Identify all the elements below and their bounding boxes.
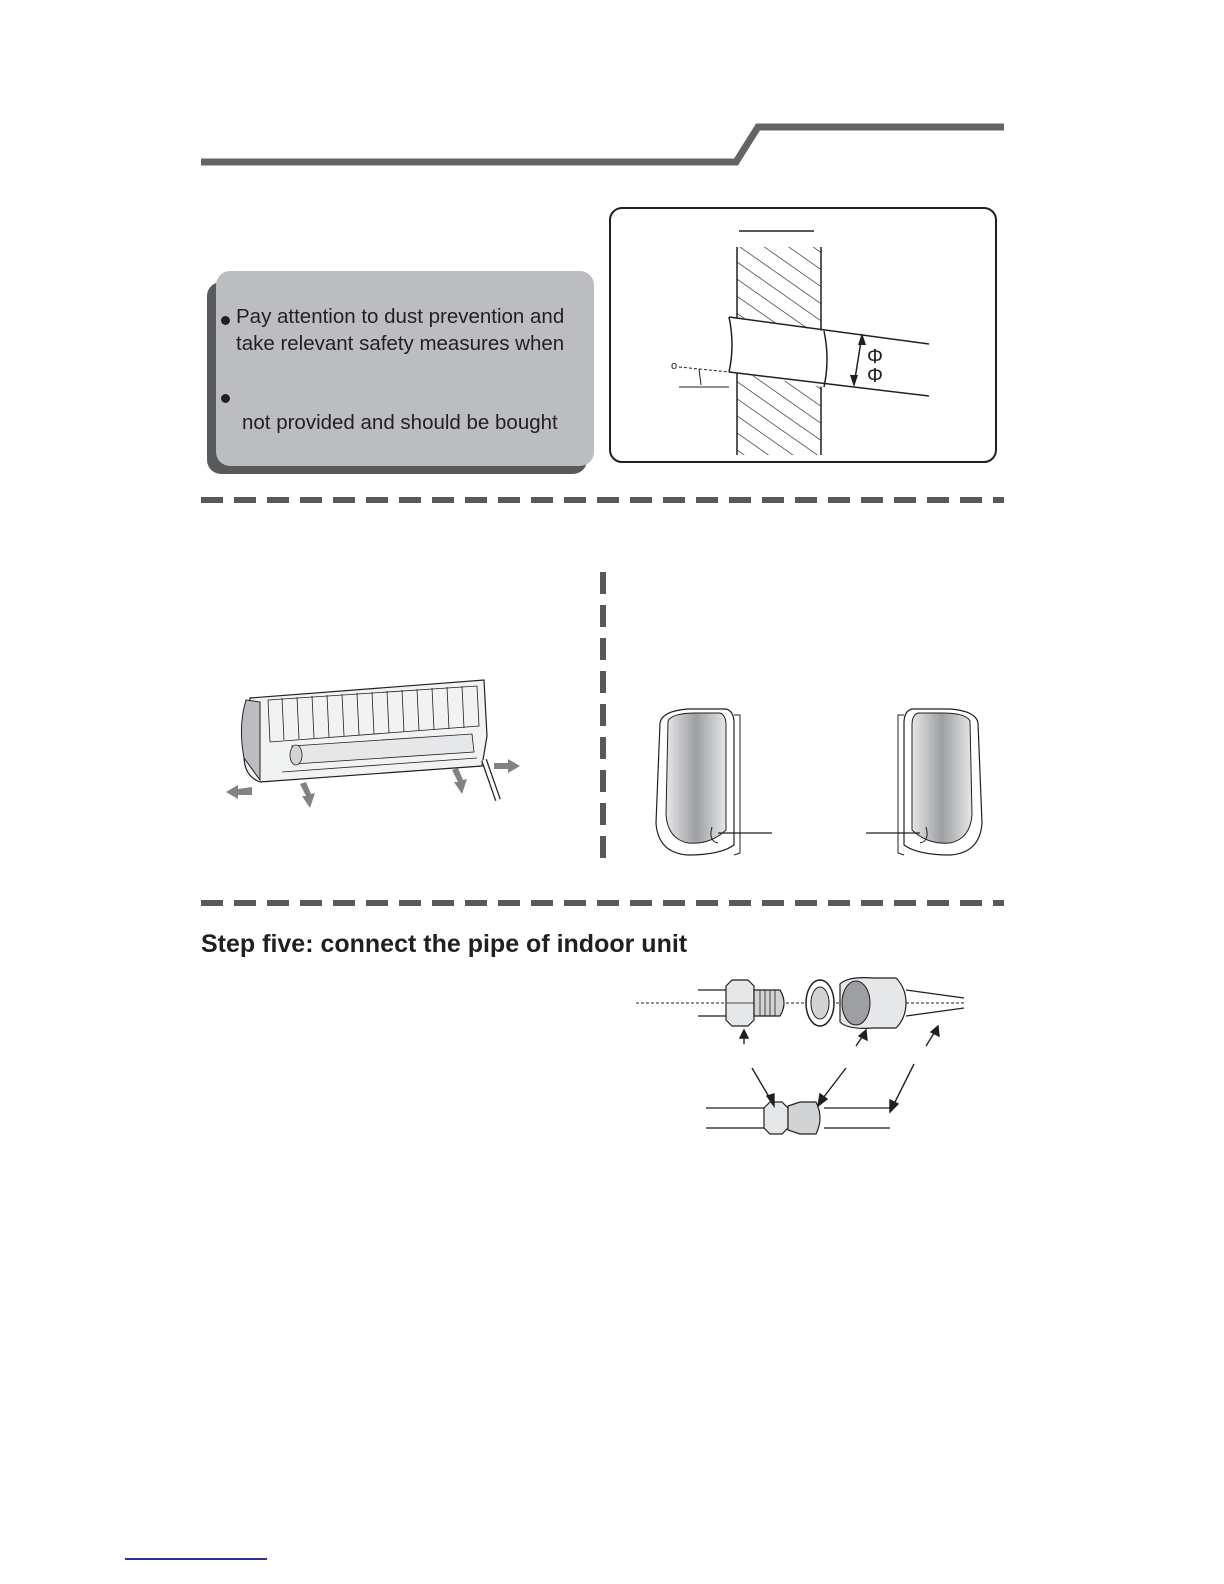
wall-hole-diagram <box>609 207 997 463</box>
phi-lower-label: Φ <box>867 365 883 387</box>
indoor-unit-illustration <box>222 676 522 812</box>
indoor-unit-side-view-left <box>648 705 774 860</box>
dashed-separator <box>0 494 1224 506</box>
step-five-title: Step five: connect the pipe of indoor unit <box>201 930 688 958</box>
note-bullet1-line2: take relevant safety measures when <box>236 332 565 355</box>
dashed-separator <box>0 897 1224 909</box>
bullet-dot <box>221 316 230 325</box>
vertical-dashed-separator <box>597 572 609 858</box>
phi-upper-label: Φ <box>867 346 883 368</box>
angle-mark: o <box>671 360 678 372</box>
note-box <box>216 271 594 466</box>
note-bullet2-line2: not provided and should be bought <box>242 411 558 434</box>
footer-link-underline <box>125 1558 267 1560</box>
header-rule <box>0 0 1224 180</box>
pipe-connection-diagram <box>634 972 966 1140</box>
note-bullet1-line1: Pay attention to dust prevention and <box>236 305 565 328</box>
indoor-unit-side-view-right <box>864 705 990 860</box>
bullet-dot <box>221 394 230 403</box>
